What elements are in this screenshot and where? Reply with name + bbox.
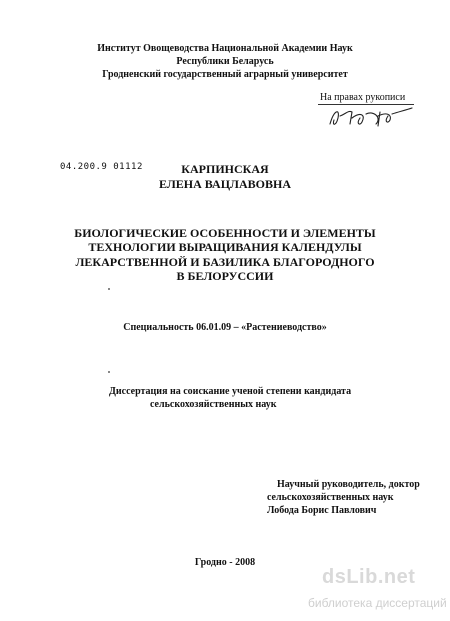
title-line-2: ТЕХНОЛОГИИ ВЫРАЩИВАНИЯ КАЛЕНДУЛЫ [88, 240, 362, 254]
supervisor-line-3: Лобода Борис Павлович [267, 505, 377, 516]
supervisor-line-2: сельскохозяйственных наук [267, 492, 394, 503]
watermark-subtitle: библиотека диссертаций [308, 596, 447, 610]
institution-line-3: Гродненский государственный аграрный университет [102, 69, 348, 80]
title-line-4: В БЕЛОРУССИИ [176, 269, 274, 283]
author-surname: КАРПИНСКАЯ [181, 162, 269, 176]
dissertation-line-1: Диссертация на соискание ученой степени кандидата [109, 386, 352, 397]
handwritten-signature-icon [326, 104, 418, 130]
institution-line-1: Институт Овощеводства Национальной Академии Наук [97, 43, 353, 54]
dissertation-line-2: сельскохозяйственных наук [150, 399, 277, 410]
supervisor-line-1: Научный руководитель, доктор [277, 479, 420, 490]
city-year: Гродно - 2008 [194, 557, 256, 568]
specialty-line: Специальность 06.01.09 – «Растениеводство» [123, 322, 327, 333]
scan-speck [108, 371, 110, 373]
author-name: ЕЛЕНА ВАЦЛАВОВНА [159, 177, 291, 191]
title-line-3: ЛЕКАРСТВЕННОЙ И БАЗИЛИКА БЛАГОРОДНОГО [75, 255, 375, 269]
rights-note: На правах рукописи [320, 92, 406, 103]
institution-line-2: Республики Беларусь [176, 56, 274, 67]
scan-speck [108, 288, 110, 290]
archive-stamp-number: 04.200.9 01112 [60, 162, 143, 172]
title-line-1: БИОЛОГИЧЕСКИЕ ОСОБЕННОСТИ И ЭЛЕМЕНТЫ [74, 226, 376, 240]
watermark-logo: dsLib.net [322, 566, 416, 588]
